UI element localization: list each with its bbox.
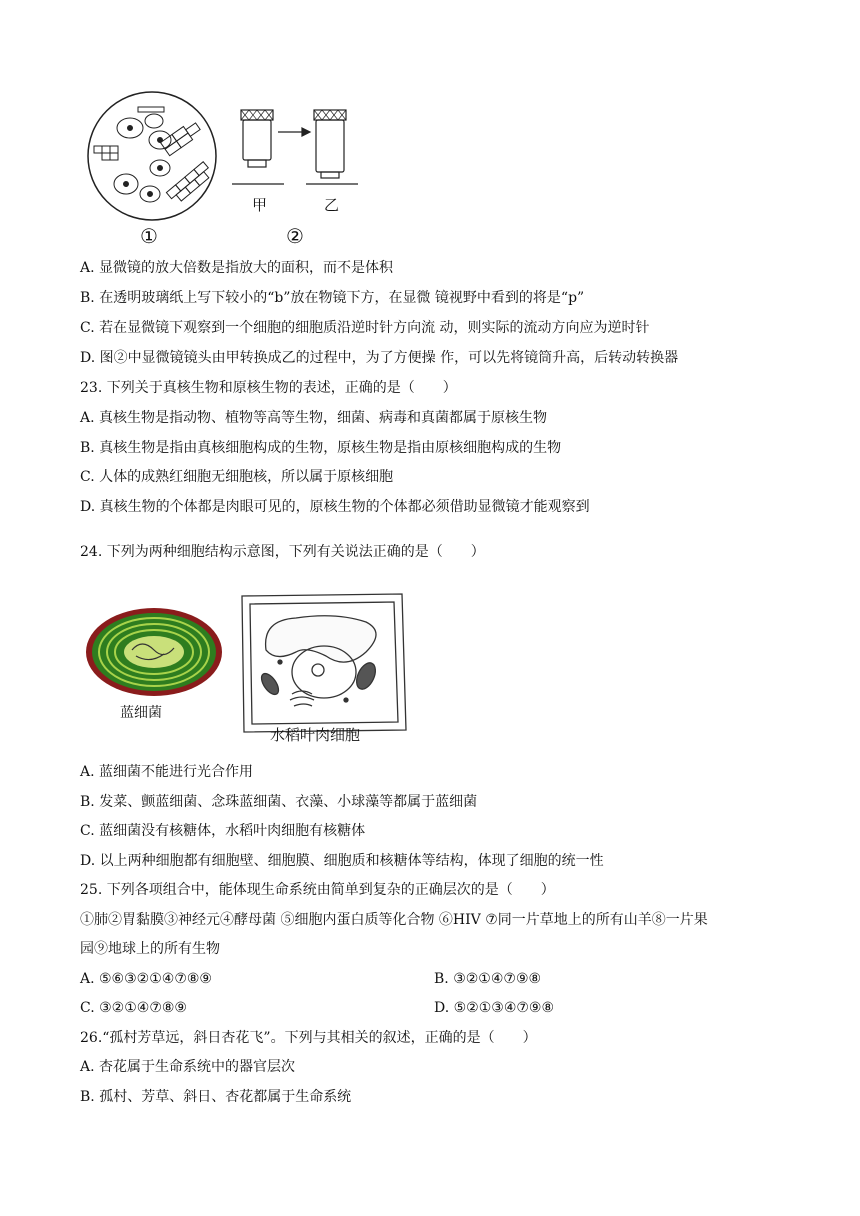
cells-diagram — [84, 590, 414, 750]
q22-option-b: B. 在透明玻璃纸上写下较小的“b”放在物镜下方，在显微 镜视野中看到的将是“p” — [80, 290, 585, 306]
q23-option-d: D. 真核生物的个体都是肉眼可见的，原核生物的个体都必须借助显微镜才能观察到 — [80, 499, 590, 515]
q24-stem: 24. 下列为两种细胞结构示意图，下列有关说法正确的是（ ） — [80, 544, 485, 560]
q25-option-c: C. ③②①④⑦⑧⑨ — [80, 1000, 187, 1016]
q23-option-b: B. 真核生物是指由真核细胞构成的生物，原核生物是指由原核细胞构成的生物 — [80, 440, 562, 456]
q23-option-c: C. 人体的成熟红细胞无细胞核，所以属于原核细胞 — [80, 469, 394, 485]
cyanobacterium-illustration — [86, 608, 222, 696]
label-circle-2: ② — [286, 224, 304, 248]
label-circle-1: ① — [140, 224, 158, 248]
q25-option-d: D. ⑤②①③④⑦⑨⑧ — [434, 1000, 555, 1016]
q25-option-a: A. ⑤⑥③②①④⑦⑧⑨ — [80, 971, 212, 987]
q25-stem: 25. 下列各项组合中，能体现生命系统由简单到复杂的正确层次的是（ ） — [80, 882, 555, 898]
q22-option-d: D. 图②中显微镜镜头由甲转换成乙的过程中，为了方便操 作，可以先将镜筒升高，后转动转换器 — [80, 350, 679, 366]
q24-option-b: B. 发菜、颤蓝细菌、念珠蓝细菌、衣藻、小球藻等都属于蓝细菌 — [80, 794, 478, 810]
q24-option-d: D. 以上两种细胞都有细胞壁、细胞膜、细胞质和核糖体等结构，体现了细胞的统一性 — [80, 853, 604, 869]
label-yi: 乙 — [324, 196, 340, 214]
q24-option-c: C. 蓝细菌没有核糖体，水稻叶肉细胞有核糖体 — [80, 823, 366, 839]
rice-cell-illustration — [242, 594, 406, 732]
objective-yi — [306, 110, 358, 184]
caption-cyanobacterium: 蓝细菌 — [120, 705, 162, 721]
q26-stem: 26.“孤村芳草远，斜日杏花飞”。下列与其相关的叙述，正确的是（ ） — [80, 1030, 537, 1046]
objective-jia — [232, 110, 284, 184]
figure-cells — [84, 590, 414, 750]
q24-option-a: A. 蓝细菌不能进行光合作用 — [80, 764, 254, 780]
microscope-diagram — [80, 76, 380, 248]
caption-rice-cell: 水稻叶肉细胞 — [270, 726, 361, 744]
q23-option-a: A. 真核生物是指动物、植物等高等生物，细菌、病毒和真菌都属于原核生物 — [80, 410, 548, 426]
label-jia: 甲 — [252, 196, 268, 214]
q26-option-a: A. 杏花属于生命系统中的器官层次 — [80, 1059, 296, 1075]
q22-option-a: A. 显微镜的放大倍数是指放大的面积，而不是体积 — [80, 260, 394, 276]
q23-stem: 23. 下列关于真核生物和原核生物的表述，正确的是（ ） — [80, 380, 457, 396]
q25-option-b: B. ③②①④⑦⑨⑧ — [434, 971, 542, 987]
q26-option-b: B. 孤村、芳草、斜日、杏花都属于生命系统 — [80, 1089, 352, 1105]
q25-items-line2: 园⑨地球上的所有生物 — [80, 941, 220, 957]
figure-microscope — [80, 76, 380, 248]
q25-items-line1: ①肺②胃黏膜③神经元④酵母菌 ⑤细胞内蛋白质等化合物 ⑥HIV ⑦同一片草地上的所有山羊⑧一片果 — [80, 912, 708, 928]
arrow-icon — [278, 128, 310, 136]
q22-option-c: C. 若在显微镜下观察到一个细胞的细胞质沿逆时针方向流 动，则实际的流动方向应为逆时针 — [80, 320, 650, 336]
field-of-view-circle — [88, 92, 216, 220]
